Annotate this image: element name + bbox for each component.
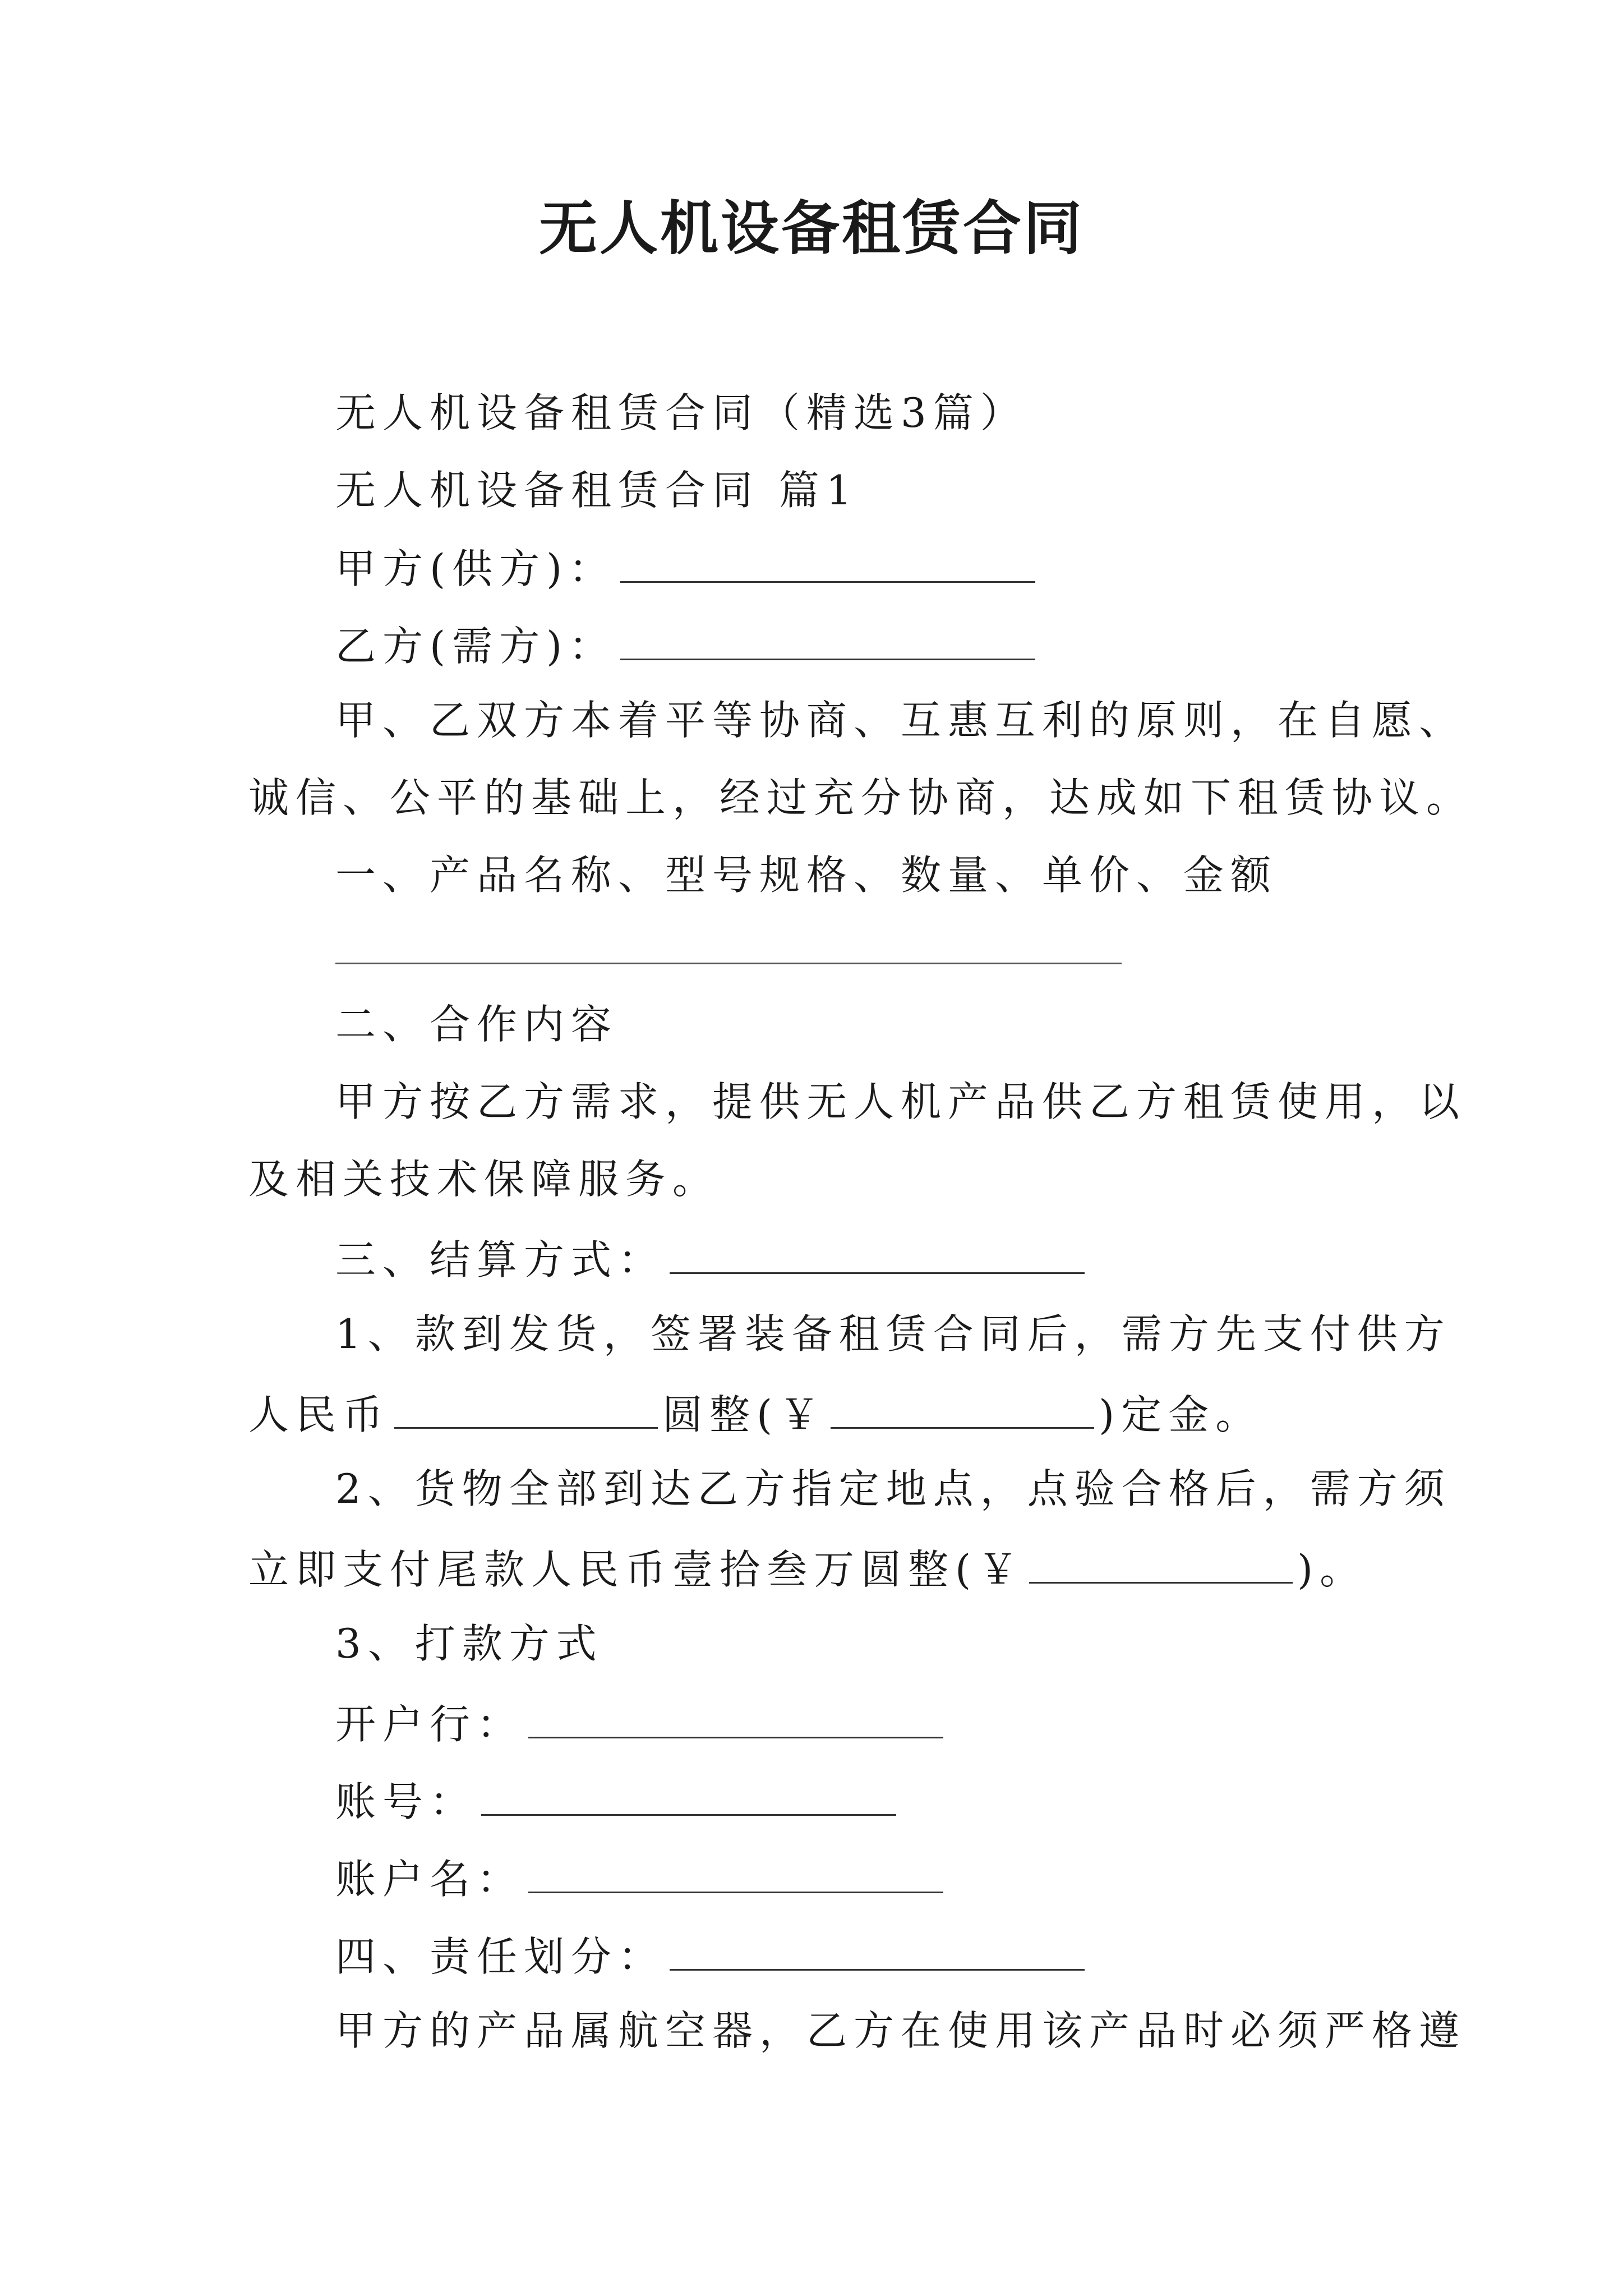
yuan-label: 圆整(￥ (662, 1391, 827, 1438)
final-payment-suffix: )。 (1297, 1546, 1367, 1593)
deposit-suffix: )定金。 (1099, 1391, 1263, 1438)
cooperation-line-2: 及相关技术保障服务。 (248, 1156, 720, 1203)
party-b-line (335, 623, 1040, 670)
item-1-line-1: 1、款到发货，签署装备租赁合同后，需方先支付供方 (335, 1310, 1451, 1358)
section-1-blank-rule[interactable] (335, 963, 1122, 964)
item-2-line-1: 2、货物全部到达乙方指定地点，点验合格后，需方须 (335, 1465, 1451, 1512)
section-4-line (335, 1933, 1089, 1980)
account-name-line (335, 1856, 948, 1903)
document-subtitle: 无人机设备租赁合同（精选3篇） (335, 389, 1027, 436)
bank-label: 开户行： (335, 1701, 524, 1748)
section-4-label: 四、责任划分： (335, 1933, 666, 1980)
settlement-blank[interactable] (670, 1236, 1085, 1274)
section-3-label: 三、结算方式： (335, 1236, 666, 1283)
document-title: 无人机设备租赁合同 (538, 194, 1084, 263)
item-3-heading: 3、打款方式 (335, 1620, 603, 1667)
account-line (335, 1778, 901, 1825)
final-payment-label: 立即支付尾款人民币壹拾叁万圆整(￥ (248, 1546, 1025, 1593)
intro-line-2: 诚信、公平的基础上，经过充分协商，达成如下租赁协议。 (248, 774, 1474, 821)
responsibility-blank[interactable] (670, 1933, 1085, 1971)
section-1-heading: 一、产品名称、型号规格、数量、单价、金额 (335, 852, 1278, 899)
final-payment-blank[interactable] (1029, 1546, 1293, 1584)
bank-blank[interactable] (528, 1701, 943, 1738)
account-name-blank[interactable] (528, 1856, 943, 1893)
party-a-blank[interactable] (620, 545, 1035, 583)
section-2-heading: 二、合作内容 (335, 1001, 619, 1048)
item-1-line-2 (248, 1391, 1263, 1438)
part-heading: 无人机设备租赁合同 篇1 (335, 467, 859, 514)
party-a-line (335, 545, 1040, 592)
intro-line-1: 甲、乙双方本着平等协商、互惠互利的原则，在自愿、 (335, 697, 1467, 744)
party-a-label: 甲方(供方)： (335, 545, 616, 592)
party-b-label: 乙方(需方)： (335, 623, 616, 670)
duty-line-1: 甲方的产品属航空器，乙方在使用该产品时必须严格遵 (335, 2007, 1467, 2054)
item-2-line-2 (248, 1546, 1367, 1593)
bank-line (335, 1701, 948, 1748)
rmb-label: 人民币 (248, 1391, 390, 1438)
deposit-words-blank[interactable] (394, 1391, 658, 1429)
party-b-blank[interactable] (620, 623, 1035, 660)
account-name-label: 账户名： (335, 1856, 524, 1903)
account-blank[interactable] (481, 1778, 896, 1816)
cooperation-line-1: 甲方按乙方需求，提供无人机产品供乙方租赁使用，以 (335, 1078, 1467, 1125)
section-3-line (335, 1236, 1089, 1283)
account-label: 账号： (335, 1778, 477, 1825)
deposit-amount-blank[interactable] (831, 1391, 1094, 1429)
